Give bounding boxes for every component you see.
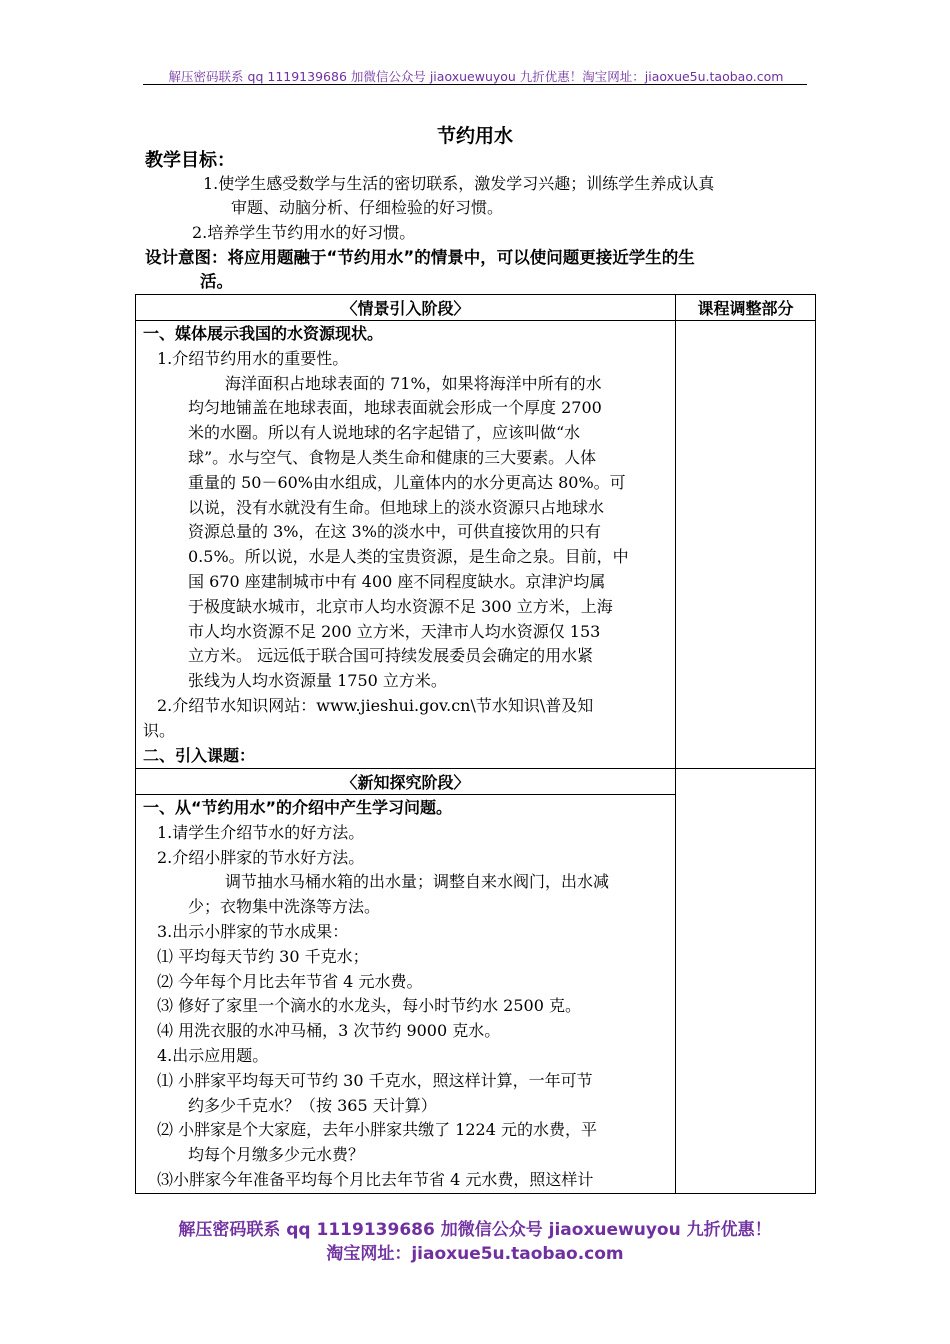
s2-heading1: 一、从“节约用水”的介绍中产生学习问题。 <box>143 798 453 817</box>
goal-1 <box>203 172 813 220</box>
s1-para-line: 张线为人均水资源量 1750 立方米。 <box>188 671 447 691</box>
adjust-column-header: 课程调整部分 <box>697 299 794 318</box>
problem2-line2: 均每个月缴多少元水费？ <box>188 1145 365 1165</box>
table-left-border <box>135 294 136 1194</box>
problem1-line2: 约多少千克水？（按 365 天计算） <box>188 1095 437 1115</box>
intent-line2: 活。 <box>200 272 233 291</box>
stage2-header: 〈新知探究阶段〉 <box>341 773 470 792</box>
s2-item2: 2.介绍小胖家的节水好方法。 <box>157 847 365 867</box>
s1-para-line: 于极度缺水城市，北京市人均水资源不足 300 立方米，上海 <box>188 596 613 616</box>
stage1-header: 〈情景引入阶段〉 <box>341 299 470 318</box>
s1-para-line: 市人均水资源不足 200 立方米，天津市人均水资源仅 153 <box>188 621 601 641</box>
s1-para-line: 资源总量的 3%，在这 3%的淡水中，可供直接饮用的只有 <box>188 522 601 542</box>
problem2-line1: ⑵ 小胖家是个大家庭，去年小胖家共缴了 1224 元的水费，平 <box>157 1120 597 1140</box>
result-item: ⑶ 修好了家里一个滴水的水龙头，每小时节约水 2500 克。 <box>157 996 581 1016</box>
s1-item2-line2: 识。 <box>143 720 176 740</box>
result-item: ⑵ 今年每个月比去年节省 4 元水费。 <box>157 971 423 991</box>
footer-watermark <box>0 1218 950 1266</box>
s1-para-line: 国 670 座建制城市中有 400 座不同程度缺水。京津沪均属 <box>188 571 606 591</box>
s1-para-line: 米的水圈。所以有人说地球的名字起错了，应该叫做“水 <box>188 423 581 443</box>
stage1-content <box>143 322 673 768</box>
footer-line1: 解压密码联系 qq 1119139686 加微信公众号 jiaoxuewuyou 九折优惠！ <box>178 1220 772 1240</box>
table-right-border <box>815 294 816 1194</box>
s1-heading1: 一、媒体展示我国的水资源现状。 <box>143 324 384 343</box>
header-watermark: 解压密码联系 qq 1119139686 加微信公众号 jiaoxuewuyou 九折优惠！淘宝网址：jiaoxue5u.taobao.com <box>168 69 784 84</box>
goal-2: 2.培养学生节约用水的好习惯。 <box>192 223 416 242</box>
result-item: ⑷ 用洗衣服的水冲马桶，3 次节约 9000 克水。 <box>157 1021 501 1041</box>
table-column-divider <box>675 294 676 1194</box>
design-intent <box>145 246 815 294</box>
s1-para-line: 海洋面积占地球表面的 71%，如果将海洋中所有的水 <box>225 373 602 393</box>
table-header-divider <box>135 320 816 321</box>
s1-para-line: 以说，没有水就没有生命。但地球上的淡水资源只占地球水 <box>188 497 605 517</box>
intent-line1: 设计意图：将应用题融于“节约用水”的情景中，可以使问题更接近学生的生 <box>145 248 695 267</box>
s1-para-line: 球”。水与空气、食物是人类生命和健康的三大要素。人体 <box>188 447 597 467</box>
s2-item4: 4.出示应用题。 <box>157 1045 269 1065</box>
s1-item2-line1: 2.介绍节水知识网站：www.jieshui.gov.cn\节水知识\普及知 <box>157 695 594 715</box>
result-item: ⑴ 平均每天节约 30 千克水； <box>157 946 369 966</box>
problem1-line1: ⑴ 小胖家平均每天可节约 30 千克水，照这样计算，一年可节 <box>157 1070 593 1090</box>
page-title: 节约用水 <box>436 125 513 147</box>
s1-para-line: 重量的 50－60%由水组成，儿童体内的水分更高达 80%。可 <box>188 472 626 492</box>
table-top-border <box>135 294 816 295</box>
s2-method-line1: 调节抽水马桶水箱的出水量；调整自来水阀门，出水减 <box>225 872 610 892</box>
s1-para-line: 立方米。 远远低于联合国可持续发展委员会确定的用水紧 <box>188 646 594 666</box>
goal-1-line2: 审题、动脑分析、仔细检验的好习惯。 <box>231 198 504 217</box>
s1-heading2: 二、引入课题： <box>143 745 256 765</box>
problem3-line1: ⑶小胖家今年准备平均每个月比去年节省 4 元水费，照这样计 <box>157 1169 594 1189</box>
goals-heading: 教学目标： <box>145 150 235 171</box>
footer-line2: 淘宝网址：jiaoxue5u.taobao.com <box>326 1244 624 1264</box>
s2-item1: 1.请学生介绍节水的好方法。 <box>157 822 365 842</box>
s1-para-line: 0.5%。所以说，水是人类的宝贵资源，是生命之泉。目前，中 <box>188 547 629 567</box>
header-rule <box>143 84 807 85</box>
table-bottom-border <box>135 1193 816 1194</box>
s2-item3: 3.出示小胖家的节水成果： <box>157 921 349 941</box>
table-stage-divider-bottom <box>135 794 676 795</box>
s1-item1: 1.介绍节约用水的重要性。 <box>157 348 349 368</box>
s2-method-line2: 少；衣物集中洗涤等方法。 <box>188 897 381 917</box>
s1-para-line: 均匀地铺盖在地球表面，地球表面就会形成一个厚度 2700 <box>188 398 602 418</box>
stage2-content <box>143 796 673 1193</box>
goal-1-line1: 1.使学生感受数学与生活的密切联系，激发学习兴趣；训练学生养成认真 <box>203 174 715 193</box>
